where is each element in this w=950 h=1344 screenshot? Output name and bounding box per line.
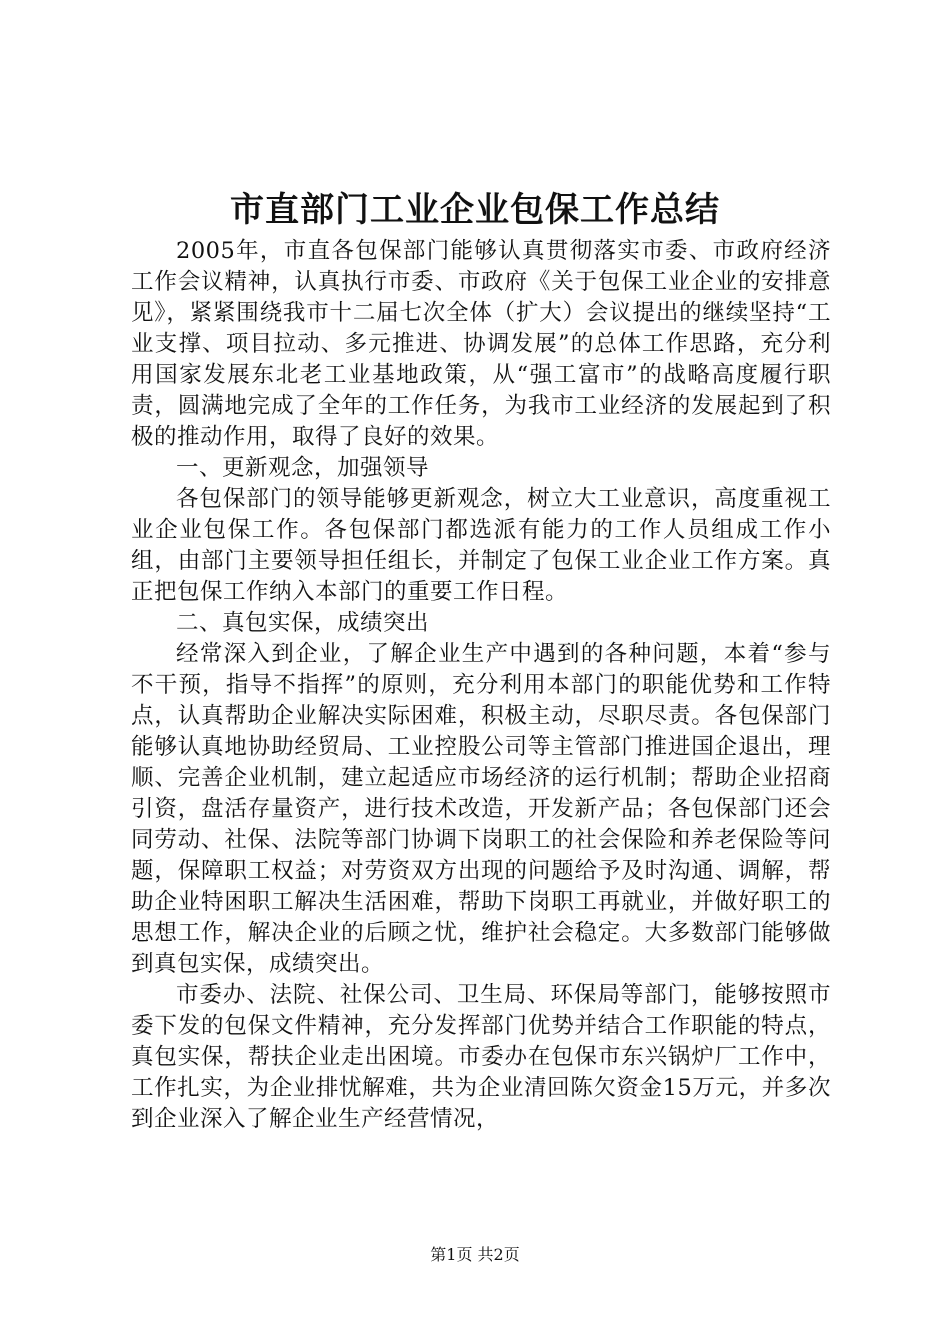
section-heading-1: 一、更新观念，加强领导 (176, 455, 430, 481)
document-title: 市直部门工业企业包保工作总结 (230, 190, 720, 230)
document-body (131, 236, 831, 1135)
paragraph-intro: 2005年，市直各包保部门能够认真贯彻落实市委、市政府经济工作会议精神，认真执行市委、市政府《关于包保工业企业的安排意见》，紧紧围绕我市十二届七次全体（扩大）会议提出的继续坚持“工业支撑、项目拉动、多元推进、协调发展”的总体工作思路，充分利用国家发展东北老工业基地政策，从“强工富市”的战略高度履行职责，圆满地完成了全年的工作任务，为我市工业经济的发展起到了积极的推动作用，取得了良好的效果。 (131, 238, 831, 450)
paragraph-section-2-continued: 市委办、法院、社保公司、卫生局、环保局等部门，能够按照市委下发的包保文件精神，充分发挥部门优势并结合工作职能的特点，真包实保，帮扶企业走出困境。市委办在包保市东兴锅炉厂工作中，工作扎实，为企业排忧解难，共为企业清回陈欠资金15万元，并多次到企业深入了解企业生产经营情况， (131, 982, 831, 1132)
paragraph-section-2: 经常深入到企业，了解企业生产中遇到的各种问题，本着“参与不干预，指导不指挥”的原则，充分利用本部门的职能优势和工作特点，认真帮助企业解决实际困难，积极主动，尽职尽责。各包保部门能够认真地协助经贸局、工业控股公司等主管部门推进国企退出，理顺、完善企业机制，建立起适应市场经济的运行机制；帮助企业招商引资，盘活存量资产，进行技术改造，开发新产品；各包保部门还会同劳动、社保、法院等部门协调下岗职工的社会保险和养老保险等问题，保障职工权益；对劳资双方出现的问题给予及时沟通、调解，帮助企业特困职工解决生活困难，帮助下岗职工再就业，并做好职工的思想工作，解决企业的后顾之忧，维护社会稳定。大多数部门能够做到真包实保，成绩突出。 (131, 641, 831, 977)
section-heading-2: 二、真包实保，成绩突出 (176, 610, 430, 636)
paragraph-section-1: 各包保部门的领导能够更新观念，树立大工业意识，高度重视工业企业包保工作。各包保部门都选派有能力的工作人员组成工作小组，由部门主要领导担任组长，并制定了包保工业企业工作方案。真正把包保工作纳入本部门的重要工作日程。 (131, 486, 831, 605)
page-footer: 第1页 共2页 (430, 1245, 520, 1264)
